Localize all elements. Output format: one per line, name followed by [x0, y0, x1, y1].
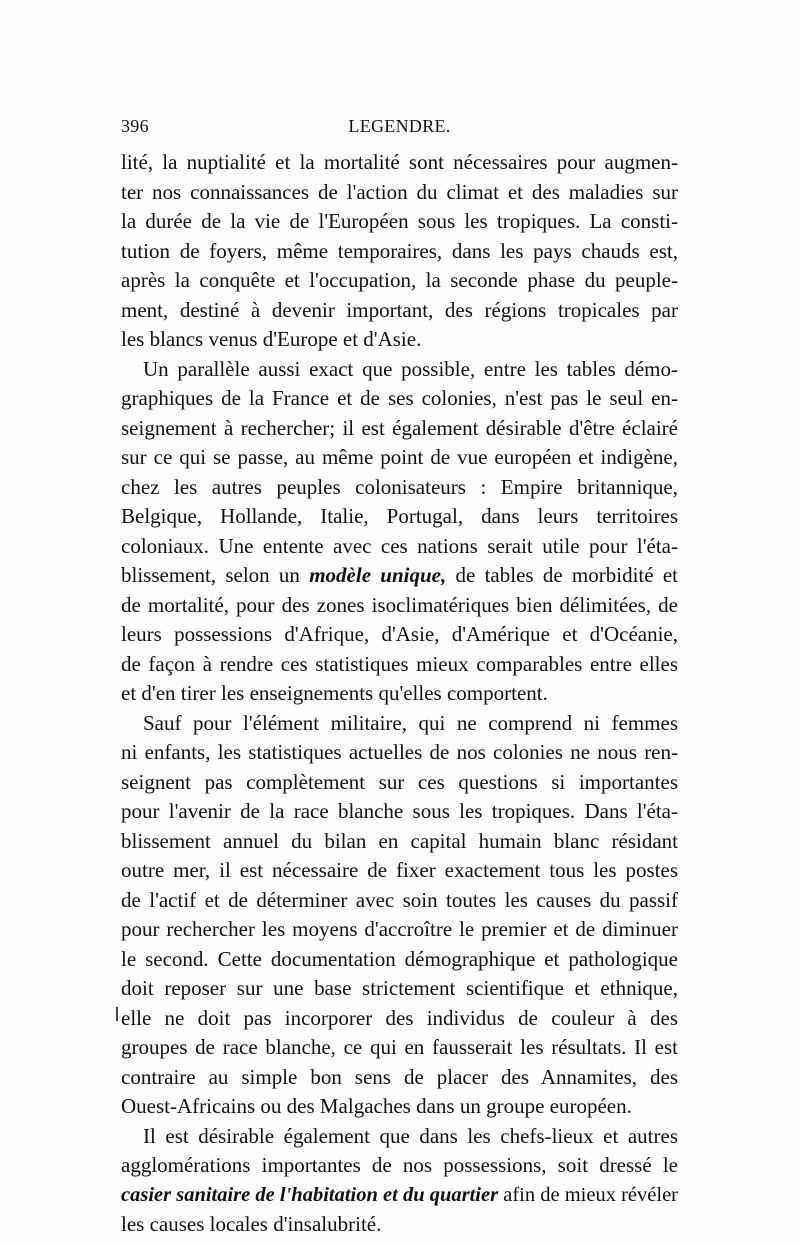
emphasized-phrase: modèle unique,	[309, 563, 447, 587]
text-line: ter nos connaissances de l'action du climat et des maladies sur	[121, 179, 678, 204]
text-line: seignement à rechercher; il est également désirable d'être éclairé	[121, 415, 678, 440]
text-line: graphiques de la France et de ses colonies, n'est pas le seul en-	[121, 386, 678, 410]
text-line-with-emphasis	[121, 1181, 678, 1211]
text-line: seignent pas complètement sur ces questions si importantes	[121, 769, 678, 794]
text-line: Belgique, Hollande, Italie, Portugal, dans leurs territoires	[121, 504, 678, 528]
text-line: contraire au simple bon sens de placer des Annamites, des	[121, 1064, 678, 1089]
text-line: ment, destiné à devenir important, des régions tropicales par	[121, 297, 678, 322]
running-head	[121, 116, 678, 144]
page-number: 396	[121, 116, 149, 136]
running-title: LEGENDRE.	[348, 116, 451, 136]
text-line: outre mer, il est nécessaire de fixer exactement tous les postes	[121, 858, 678, 882]
text-line-with-emphasis	[121, 561, 678, 591]
text-line: après la conquête et l'occupation, la seconde phase du peuple-	[121, 268, 678, 292]
text-line: ni enfants, les statistiques actuelles de nos colonies ne nous ren-	[121, 740, 678, 764]
emphasized-phrase: casier sanitaire de l'habitation et du quartier	[121, 1183, 499, 1206]
margin-mark	[116, 1007, 118, 1021]
text-line: leurs possessions d'Afrique, d'Asie, d'Amérique et d'Océanie,	[121, 622, 678, 646]
text-line: de mortalité, pour des zones isoclimatériques bien délimitées, de	[121, 592, 678, 617]
text-line: de façon à rendre ces statistiques mieux comparables entre elles	[121, 651, 678, 676]
text-line: elle ne doit pas incorporer des individus de couleur à des	[121, 1005, 678, 1030]
body-text	[121, 148, 678, 1240]
text-line: groupes de race blanche, ce qui en fausserait les résultats. Il est	[121, 1035, 678, 1059]
text-line: de l'actif et de déterminer avec soin toutes les causes du passif	[121, 887, 678, 912]
text-line: Sauf pour l'élément militaire, qui ne comprend ni femmes	[143, 710, 678, 735]
text-line: pour l'avenir de la race blanche sous les tropiques. Dans l'éta-	[121, 799, 678, 823]
text-line: le second. Cette documentation démographique et pathologique	[121, 946, 678, 971]
text-line: les blancs venus d'Europe et d'Asie.	[121, 327, 422, 351]
text-line: chez les autres peuples colonisateurs : Empire britannique,	[121, 474, 678, 499]
text-line: coloniaux. Une entente avec ces nations serait utile pour l'éta-	[121, 533, 678, 558]
text-line: et d'en tirer les enseignements qu'elles comportent.	[121, 681, 548, 705]
text-line: lité, la nuptialité et la mortalité sont nécessaires pour augmen-	[121, 150, 678, 174]
text-line: sur ce qui se passe, au même point de vue européen et indigène,	[121, 445, 678, 469]
text-line: Un parallèle aussi exact que possible, entre les tables démo-	[143, 356, 678, 381]
text-line: Il est désirable également que dans les chefs-lieux et autres	[143, 1123, 678, 1148]
text-line: blissement annuel du bilan en capital humain blanc résidant	[121, 828, 678, 853]
text-fragment: blissement, selon un	[121, 563, 300, 587]
text-fragment: de tables de morbidité et	[455, 563, 678, 587]
text-line: tution de foyers, même temporaires, dans les pays chauds est,	[121, 238, 678, 263]
text-line: Ouest-Africains ou des Malgaches dans un groupe européen.	[121, 1094, 632, 1118]
text-line: agglomérations importantes de nos possessions, soit dressé le	[121, 1153, 678, 1177]
text-line: doit reposer sur une base strictement scientifique et ethnique,	[121, 976, 678, 1000]
text-line: la durée de la vie de l'Européen sous les tropiques. La consti-	[121, 209, 678, 233]
text-fragment: afin de mieux révéler	[503, 1183, 679, 1206]
text-line: pour rechercher les moyens d'accroître le premier et de diminuer	[121, 917, 678, 941]
text-line: les causes locales d'insalubrité.	[121, 1212, 382, 1236]
